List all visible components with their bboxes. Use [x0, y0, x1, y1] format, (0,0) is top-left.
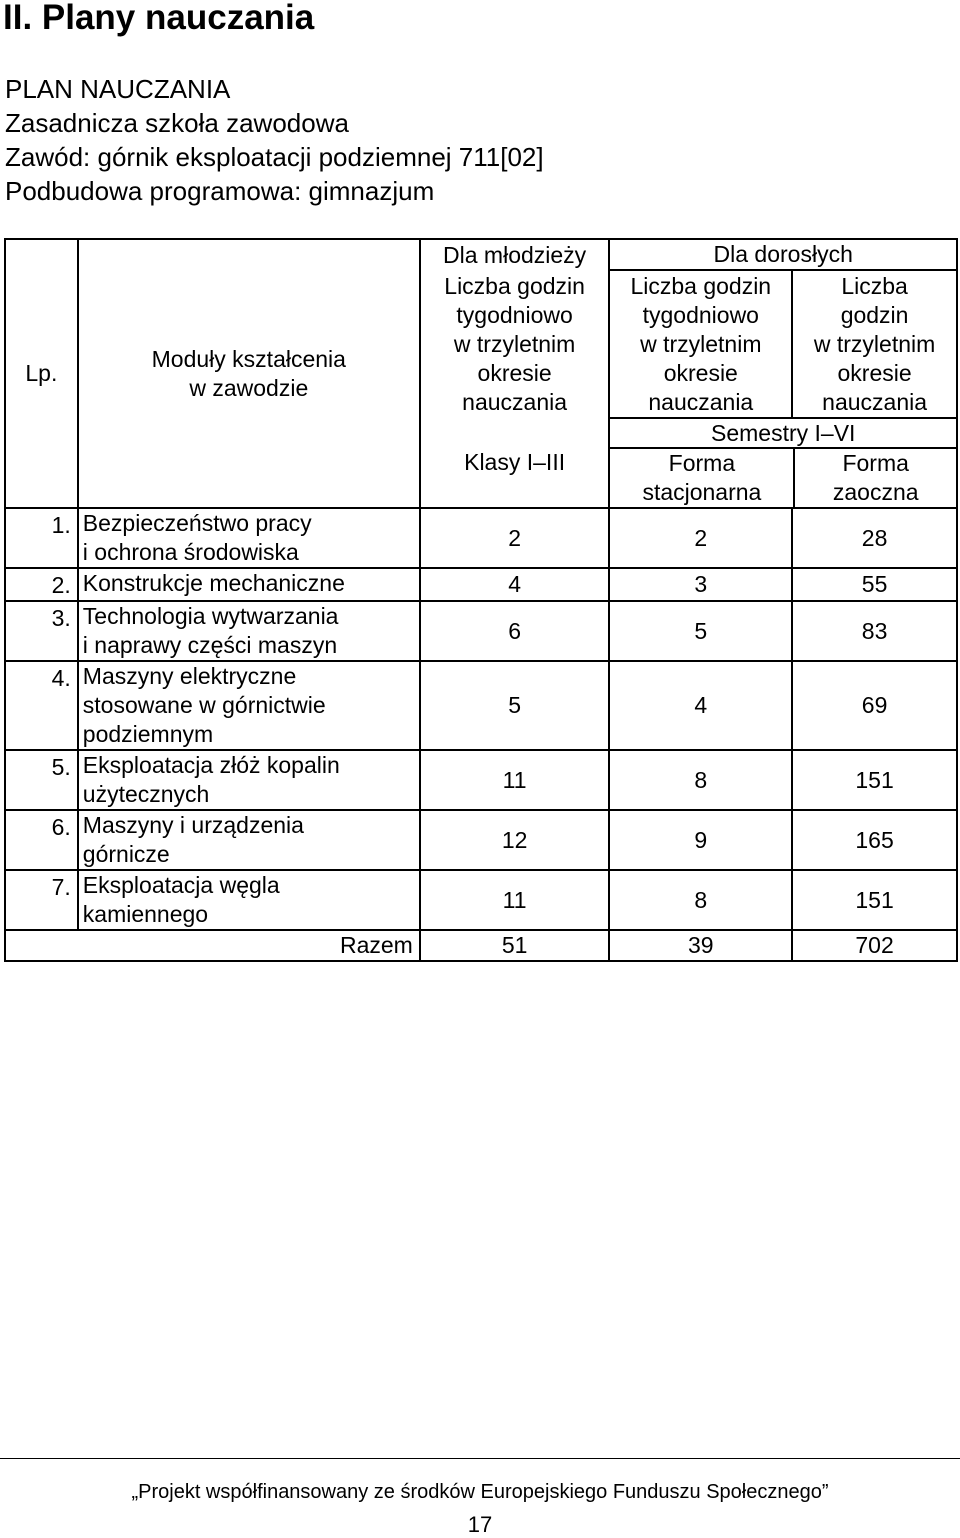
extramural-hours: 69: [792, 661, 957, 750]
youth-hours: 2: [420, 508, 610, 568]
header-lp: Lp.: [5, 239, 78, 508]
stationary-hours: 3: [609, 568, 792, 601]
page-heading: II. Plany nauczania: [3, 0, 315, 37]
module-name: Eksploatacja złóż kopalin użytecznych: [78, 750, 420, 810]
header-semesters: Semestry I–VI: [610, 419, 956, 449]
row-number: 6.: [5, 810, 78, 870]
header-adult-hours-stationary: Liczba godzin tygodniowo w trzyletnim okresie nauczania: [609, 270, 792, 418]
stationary-hours: 4: [609, 661, 792, 750]
extramural-hours: 83: [792, 601, 957, 661]
extramural-hours: 55: [792, 568, 957, 601]
youth-hours: 11: [420, 870, 610, 930]
stationary-hours: 8: [609, 750, 792, 810]
row-number: 2.: [5, 568, 78, 601]
row-number: 4.: [5, 661, 78, 750]
table-row: [5, 750, 957, 810]
module-name: Bezpieczeństwo pracy i ochrona środowiska: [78, 508, 420, 568]
row-number: 7.: [5, 870, 78, 930]
program-basis: Podbudowa programowa: gimnazjum: [5, 176, 435, 206]
school-type: Zasadnicza szkoła zawodowa: [5, 108, 349, 138]
plan-title: PLAN NAUCZANIA: [5, 74, 231, 104]
total-youth-hours: 51: [420, 930, 610, 961]
table-row: [5, 508, 957, 568]
youth-hours: 11: [420, 750, 610, 810]
total-row: [5, 930, 957, 961]
header-modules: Moduły kształcenia w zawodzie: [78, 239, 420, 508]
footer-note: „Projekt współfinansowany ze środków Europejskiego Funduszu Społecznego”: [131, 1481, 829, 1503]
table-row: [5, 601, 957, 661]
youth-hours: 12: [420, 810, 610, 870]
table-row: [5, 870, 957, 930]
stationary-hours: 2: [609, 508, 792, 568]
youth-hours: 6: [420, 601, 610, 661]
header-youth-hours: Liczba godzin tygodniowo w trzyletnim okresie nauczania: [420, 270, 610, 418]
youth-hours: 5: [420, 661, 610, 750]
row-number: 5.: [5, 750, 78, 810]
module-name: Konstrukcje mechaniczne: [78, 568, 420, 601]
stationary-hours: 8: [609, 870, 792, 930]
stationary-hours: 5: [609, 601, 792, 661]
module-name: Maszyny i urządzenia górnicze: [78, 810, 420, 870]
extramural-hours: 28: [792, 508, 957, 568]
stationary-hours: 9: [609, 810, 792, 870]
module-name: Maszyny elektryczne stosowane w górnictwie podziemnym: [78, 661, 420, 750]
header-classes: Klasy I–III: [420, 418, 610, 508]
header-form-extramural: Forma zaoczna: [832, 450, 919, 505]
module-name: Technologia wytwarzania i naprawy części maszyn: [78, 601, 420, 661]
table-row: [5, 661, 957, 750]
total-label: Razem: [5, 930, 420, 961]
youth-hours: 4: [420, 568, 610, 601]
extramural-hours: 165: [792, 810, 957, 870]
header-youth: Dla młodzieży: [420, 239, 610, 270]
row-number: 3.: [5, 601, 78, 661]
curriculum-table: [4, 238, 958, 962]
total-extramural-hours: 702: [792, 930, 957, 961]
header-forms: [609, 418, 957, 508]
plan-intro: [5, 72, 544, 208]
page-number: 17: [467, 1512, 493, 1537]
header-adults: Dla dorosłych: [609, 239, 957, 270]
profession: Zawód: górnik eksploatacji podziemnej 711[02]: [5, 142, 544, 172]
table-row: [5, 568, 957, 601]
header-form-stationary: Forma stacjonarna: [610, 449, 795, 507]
row-number: 1.: [5, 508, 78, 568]
table-row: [5, 810, 957, 870]
total-stationary-hours: 39: [609, 930, 792, 961]
footer-divider: [0, 1458, 960, 1459]
extramural-hours: 151: [792, 870, 957, 930]
module-name: Eksploatacja węgla kamiennego: [78, 870, 420, 930]
header-adult-hours-extramural: Liczba godzin w trzyletnim okresie nauczania: [792, 270, 957, 418]
extramural-hours: 151: [792, 750, 957, 810]
